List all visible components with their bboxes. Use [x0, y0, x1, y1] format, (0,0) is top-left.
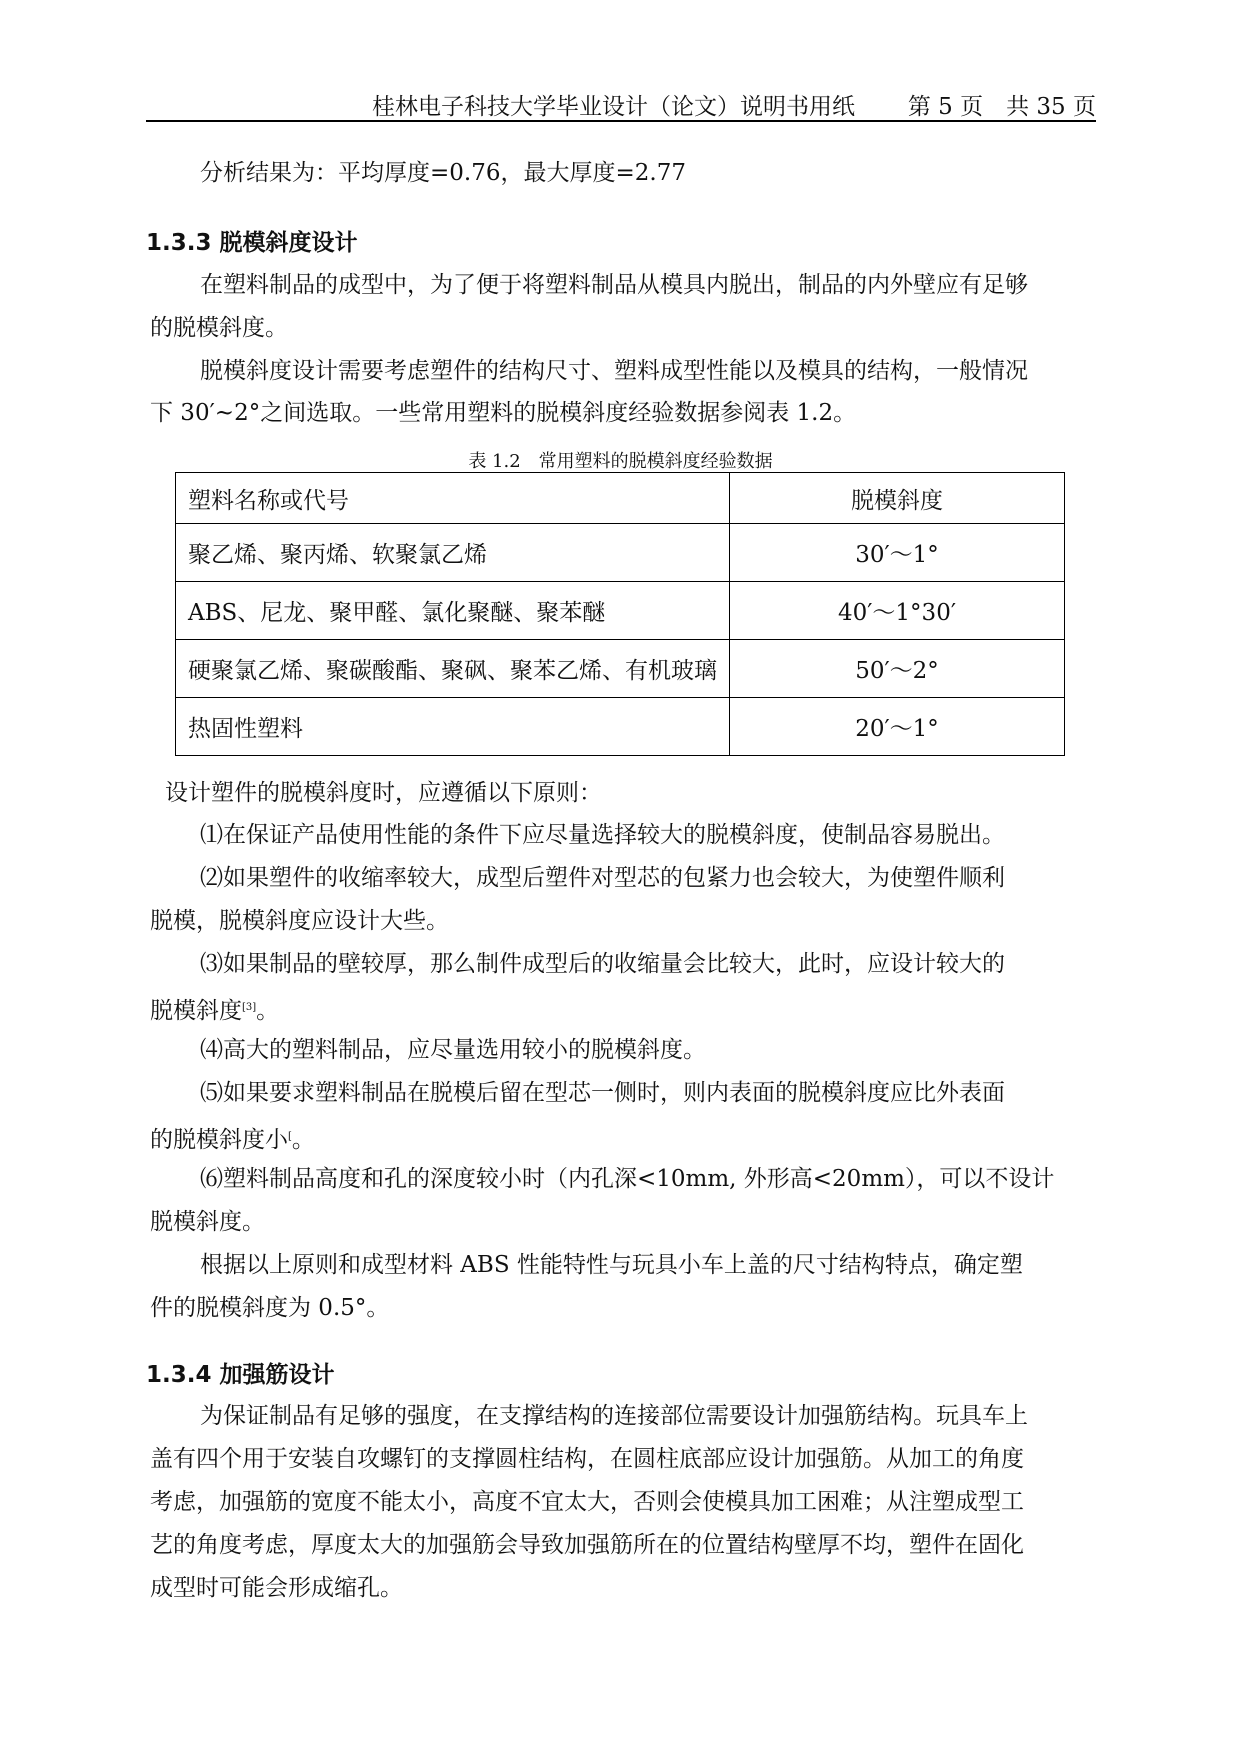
rib-paragraph-line: 盖有四个用于安装自攻螺钉的支撑圆柱结构，在圆柱底部应设计加强筋。从加工的角度 — [150, 1446, 1024, 1472]
citation-ref: [3] — [242, 1002, 257, 1013]
principle-3-line: ⑶如果制品的壁较厚，那么制件成型后的收缩量会比较大，此时，应设计较大的 — [200, 951, 1005, 977]
column-header-draft-angle: 脱模斜度 — [730, 473, 1065, 524]
principle-5-line — [150, 1121, 315, 1156]
rib-paragraph-line: 为保证制品有足够的强度，在支撑结构的连接部位需要设计加强筋结构。玩具车上 — [200, 1403, 1028, 1429]
section-heading-1-3-4: 1.3.4 加强筋设计 — [146, 1362, 335, 1388]
principle-5-text: 的脱模斜度小 — [150, 1127, 288, 1153]
principle-4: ⑷高大的塑料制品，应尽量选用较小的脱模斜度。 — [200, 1037, 706, 1063]
paragraph-line: 脱模斜度设计需要考虑塑件的结构尺寸、塑料成型性能以及模具的结构，一般情况 — [200, 358, 1028, 384]
principle-6-line: ⑹塑料制品高度和孔的深度较小时（内孔深<10mm, 外形高<20mm），可以不设计 — [200, 1166, 1055, 1192]
material-cell: 硬聚氯乙烯、聚碳酸酯、聚砜、聚苯乙烯、有机玻璃 — [176, 640, 730, 698]
table-caption: 表 1.2 常用塑料的脱模斜度经验数据 — [468, 451, 773, 472]
draft-angle-cell: 20′～1° — [730, 698, 1065, 756]
paragraph-line: 下 30′~2°之间选取。一些常用塑料的脱模斜度经验数据参阅表 1.2。 — [150, 400, 857, 426]
rib-paragraph-line: 考虑，加强筋的宽度不能太小，高度不宜太大，否则会使模具加工困难；从注塑成型工 — [150, 1489, 1024, 1515]
paragraph-line: 在塑料制品的成型中，为了便于将塑料制品从模具内脱出，制品的内外壁应有足够 — [200, 272, 1028, 298]
draft-angle-table — [175, 472, 1065, 756]
material-cell: ABS、尼龙、聚甲醛、氯化聚醚、聚苯醚 — [176, 582, 730, 640]
analysis-result: 分析结果为：平均厚度=0.76，最大厚度=2.77 — [200, 160, 686, 186]
principle-2-line: 脱模，脱模斜度应设计大些。 — [150, 908, 449, 934]
principle-5-line: ⑸如果要求塑料制品在脱模后留在型芯一侧时，则内表面的脱模斜度应比外表面 — [200, 1080, 1005, 1106]
page-header — [146, 86, 1096, 122]
principle-5-end: 。 — [291, 1127, 315, 1153]
page-number: 第 5 页 共 35 页 — [907, 94, 1096, 120]
column-header-material: 塑料名称或代号 — [176, 473, 730, 524]
draft-angle-cell: 40′～1°30′ — [730, 582, 1065, 640]
principle-2-line: ⑵如果塑件的收缩率较大，成型后塑件对型芯的包紧力也会较大，为使塑件顺利 — [200, 865, 1005, 891]
draft-angle-cell: 50′～2° — [730, 640, 1065, 698]
table-row — [176, 698, 1065, 756]
conclusion-line: 件的脱模斜度为 0.5°。 — [150, 1295, 390, 1321]
table-row — [176, 582, 1065, 640]
principles-intro: 设计塑件的脱模斜度时，应遵循以下原则： — [165, 780, 602, 806]
principle-6-line: 脱模斜度。 — [150, 1209, 265, 1235]
paragraph-line: 的脱模斜度。 — [150, 315, 288, 341]
table-row — [176, 524, 1065, 582]
principle-3-text: 脱模斜度 — [150, 998, 242, 1024]
table-row — [176, 640, 1065, 698]
principle-3-end: 。 — [256, 998, 280, 1024]
draft-angle-cell: 30′～1° — [730, 524, 1065, 582]
material-cell: 热固性塑料 — [176, 698, 730, 756]
principle-3-line — [150, 992, 279, 1027]
rib-paragraph-line: 艺的角度考虑，厚度太大的加强筋会导致加强筋所在的位置结构壁厚不均，塑件在固化 — [150, 1532, 1024, 1558]
material-cell: 聚乙烯、聚丙烯、软聚氯乙烯 — [176, 524, 730, 582]
conclusion-line: 根据以上原则和成型材料 ABS 性能特性与玩具小车上盖的尺寸结构特点，确定塑 — [200, 1252, 1023, 1278]
principle-1: ⑴在保证产品使用性能的条件下应尽量选择较大的脱模斜度，使制品容易脱出。 — [200, 822, 1005, 848]
citation-ref: [ — [288, 1131, 292, 1142]
school-title: 桂林电子科技大学毕业设计（论文）说明书用纸 — [372, 94, 855, 120]
table-header-row — [176, 473, 1065, 524]
rib-paragraph-line: 成型时可能会形成缩孔。 — [150, 1575, 403, 1601]
section-heading-1-3-3: 1.3.3 脱模斜度设计 — [146, 230, 358, 256]
